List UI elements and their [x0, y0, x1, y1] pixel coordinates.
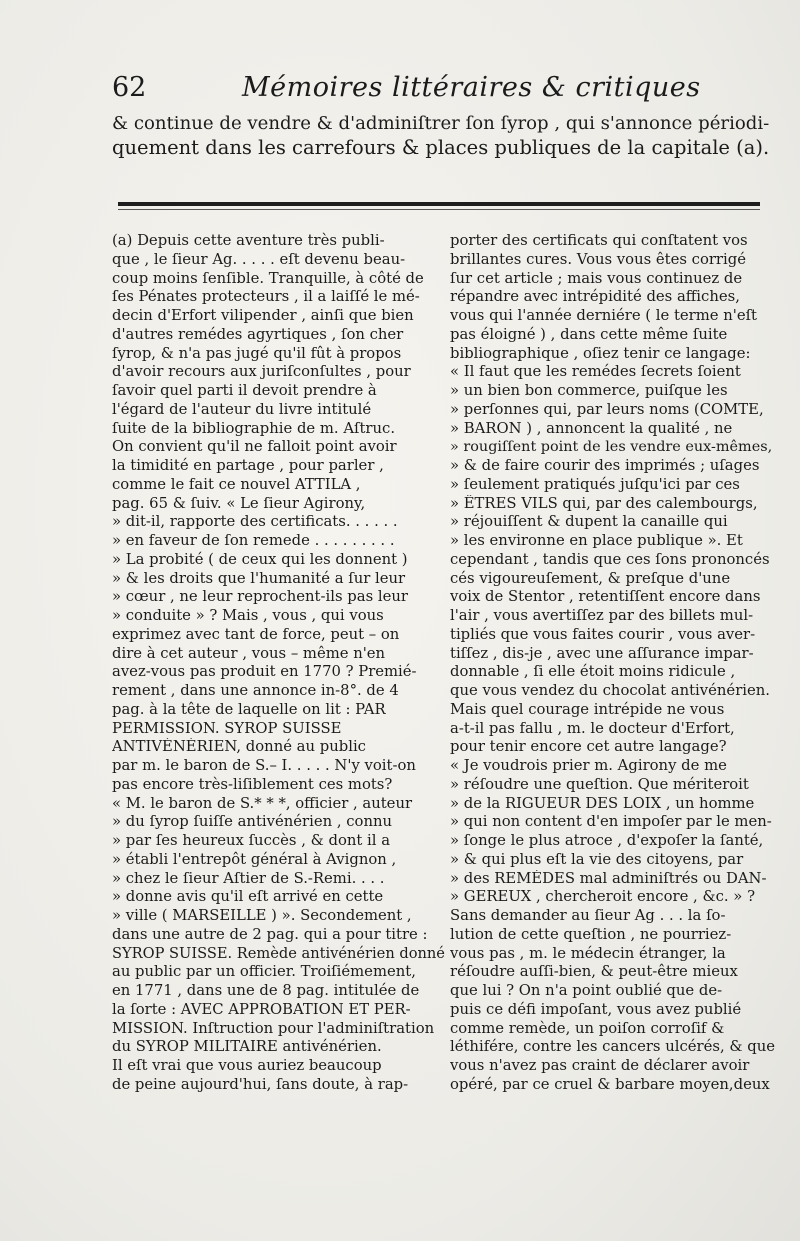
footnote-line: « M. le baron de S.* * *, officier , auteur: [112, 794, 413, 812]
footnote-line: au public par un officier. Troiſiémement,: [112, 963, 416, 981]
page-number: 62: [112, 72, 147, 103]
footnote-line: On convient qu'il ne falloit point avoir: [112, 438, 397, 456]
footnote-line: d'avoir recours aux juriſconſultes , pour: [112, 363, 411, 381]
footnote-line: (a) Depuis cette aventure très publi-: [112, 232, 385, 249]
footnote-right-column: [450, 232, 776, 1095]
footnote-line: Sans demander au ſieur Ag . . . la ſo-: [450, 907, 726, 924]
footnote-line: » des REMÈDES mal adminiſtrés ou DAN-: [450, 869, 767, 887]
footnote-line: pag. 65 & ſuiv. « Le ſieur Agirony,: [112, 494, 366, 512]
footnote-line: ſes Pénates protecteurs , il a laiſſé le mé-: [112, 288, 420, 306]
running-title: Mémoires littéraires & critiques: [242, 72, 701, 103]
footnote-line: » ville ( MARSEILLE ) ». Secondement ,: [112, 907, 412, 924]
footnote-line: dans une autre de 2 pag. qui a pour titre :: [112, 925, 428, 943]
footnote-line: » ÊTRES VILS qui, par des calembourgs,: [450, 494, 758, 512]
footnote-line: réſoudre auſſi-bien, & peut-être mieux: [450, 963, 738, 981]
footnote-line: ANTIVÉNÉRIEN, donné au public: [112, 738, 366, 756]
footnote-line: brillantes cures. Vous vous êtes corrigé: [450, 250, 746, 268]
page-header: [112, 72, 752, 112]
footnote-line: bibliographique , oſiez tenir ce langage:: [450, 344, 751, 362]
footnote-line: » La probité ( de ceux qui les donnent ): [112, 550, 408, 568]
footnote-line: SYROP SUISSE. Remède antivénérien donné: [112, 944, 445, 962]
footnote-line: » réſoudre une queſtion. Que mériteroit: [450, 775, 749, 793]
footnote-line: ſavoir quel parti il devoit prendre à: [112, 382, 377, 399]
footnote-line: léthifére, contre les cancers ulcérés, & que: [450, 1038, 775, 1056]
footnote-line: MISSION. Inſtruction pour l'adminiſtration: [112, 1019, 435, 1037]
footnote-line: comme le fait ce nouvel ATTILA ,: [112, 475, 361, 493]
footnote-line: pag. à la tête de laquelle on lit : PAR: [112, 700, 386, 718]
footnote-line: rement , dans une annonce in-8°. de 4: [112, 682, 399, 699]
footnote-line: en 1771 , dans une de 8 pag. intitulée de: [112, 982, 420, 999]
footnote-line: tipliés que vous faites courir , vous aver-: [450, 625, 756, 643]
footnote-line: » de la RIGUEUR DES LOIX , un homme: [450, 794, 755, 812]
footnote-line: l'égard de l'auteur du livre intitulé: [112, 400, 372, 418]
footnote-line: pour tenir encore cet autre langage?: [450, 738, 727, 756]
footnote-line: » par ſes heureux ſuccès , & dont il a: [112, 832, 391, 849]
footnote-line: Il eſt vrai que vous auriez beaucoup: [112, 1057, 382, 1074]
footnote-line: » établi l'entrepôt général à Avignon ,: [112, 850, 397, 868]
footnote-line: donnable , ſi elle étoit moins ridicule ,: [450, 663, 736, 681]
footnote-line: » BARON ) , annoncent la qualité , ne: [450, 419, 733, 437]
footnote-line: voix de Stentor , retentiſſent encore dans: [450, 588, 761, 606]
footnote-line: par m. le baron de S.– I. . . . . N'y voit-on: [112, 757, 416, 774]
footnote-line: opéré, par ce cruel & barbare moyen,deux: [450, 1075, 770, 1093]
footnote-line: avez-vous pas produit en 1770 ? Premié-: [112, 663, 417, 681]
footnote-line: » donne avis qu'il eſt arrivé en cette: [112, 888, 384, 906]
text-line: & continue de vendre & d'adminiſtrer ſon ſyrop , qui s'annonce périodi-: [112, 113, 770, 134]
footnote-line: » du ſyrop ſuiſſe antivénérien , connu: [112, 813, 393, 831]
footnote-line: dire à cet auteur , vous – même n'en: [112, 644, 386, 662]
footnote-line: répandre avec intrépidité des affiches,: [450, 288, 740, 306]
footnote-line: puis ce défi impoſant, vous avez publié: [450, 1000, 742, 1018]
footnote-rule-thin: [118, 209, 760, 210]
footnote-line: a-t-il pas fallu , m. le docteur d'Erfort,: [450, 719, 735, 737]
footnote-line: » cœur , ne leur reprochent-ils pas leur: [112, 588, 408, 606]
footnote-line: » & qui plus eſt la vie des citoyens, par: [450, 850, 744, 868]
footnote-line: Mais quel courage intrépide ne vous: [450, 700, 725, 718]
text-line: quement dans les carrefours & places publiques de la capitale (a).: [112, 136, 770, 159]
footnote-line: « Il faut que les remédes ſecrets ſoient: [450, 363, 741, 381]
footnote-line: pas encore très-liſiblement ces mots?: [112, 775, 393, 793]
footnote-line: cés vigoureuſement, & preſque d'une: [450, 569, 731, 587]
footnote-line: de peine aujourd'hui, ſans doute, à rap-: [112, 1075, 409, 1093]
footnote-left-column: [112, 232, 446, 1095]
footnote-line: l'air , vous avertiſſez par des billets mul-: [450, 607, 754, 624]
footnote-line: vous pas , m. le médecin étranger, la: [450, 944, 726, 962]
footnote-line: que vous vendez du chocolat antivénérien.: [450, 682, 770, 699]
footnote-line: » perſonnes qui, par leurs noms (COMTE,: [450, 400, 764, 418]
footnote-line: PERMISSION. SYROP SUISSE: [112, 719, 342, 737]
footnote-line: la ſorte : AVEC APPROBATION ET PER-: [112, 1000, 411, 1018]
footnote-line: » qui non content d'en impoſer par le men-: [450, 813, 772, 831]
footnote-line: que , le ſieur Ag. . . . . eſt devenu beau-: [112, 250, 406, 268]
footnote-rule: [118, 202, 760, 206]
footnote-line: la timidité en partage , pour parler ,: [112, 457, 384, 474]
footnote-line: lution de cette queſtion , ne pourriez-: [450, 925, 732, 943]
footnote-line: d'autres remédes agyrtiques , ſon cher: [112, 325, 404, 343]
footnote-line: » les environne en place publique ». Et: [450, 532, 743, 549]
footnote-line: » GEREUX , chercheroit encore , &c. » ?: [450, 888, 755, 906]
footnote-line: que lui ? On n'a point oublié que de-: [450, 982, 723, 999]
footnote-line: » un bien bon commerce, puiſque les: [450, 382, 728, 399]
footnote-line: » rougiſſent point de les vendre eux-mêmes,: [450, 439, 773, 456]
footnote-line: « Je voudrois prier m. Agirony de me: [450, 757, 727, 774]
footnote-line: porter des certificats qui conſtatent vos: [450, 232, 748, 249]
footnote-line: » dit-il, rapporte des certificats. . . . . .: [112, 513, 398, 531]
footnote-line: vous n'avez pas craint de déclarer avoir: [450, 1057, 750, 1074]
footnote-line: comme remède, un poiſon corroſif &: [450, 1019, 725, 1037]
footnote-line: » réjouiſſent & dupent la canaille qui: [450, 513, 728, 531]
footnote-line: decin d'Erfort vilipender , ainſi que bien: [112, 307, 414, 324]
footnote-line: » ſonge le plus atroce , d'expoſer la ſanté,: [450, 832, 764, 849]
footnote-line: tiſſez , dis-je , avec une aſſurance impar-: [450, 644, 754, 662]
footnote-line: » chez le ſieur Aſtier de S.-Remi. . . .: [112, 869, 385, 887]
footnote-line: » & de faire courir des imprimés ; uſages: [450, 457, 760, 474]
footnote-line: vous qui l'année derniére ( le terme n'eſt: [450, 307, 757, 324]
footnote-line: cependant , tandis que ces ſons prononcés: [450, 550, 770, 568]
footnote-line: » conduite » ? Mais , vous , qui vous: [112, 607, 384, 624]
footnote-line: ſuite de la bibliographie de m. Aſtruc.: [112, 419, 396, 437]
footnote-line: » & les droits que l'humanité a ſur leur: [112, 569, 406, 587]
footnote-line: ſur cet article ; mais vous continuez de: [450, 269, 743, 287]
footnote-line: » ſeulement pratiqués juſqu'ici par ces: [450, 475, 740, 493]
footnote-line: » en faveur de ſon remede . . . . . . . . .: [112, 532, 395, 549]
footnote-line: du SYROP MILITAIRE antivénérien.: [112, 1038, 382, 1056]
footnote-line: exprimez avec tant de force, peut – on: [112, 625, 400, 643]
footnote-line: coup moins ſenſible. Tranquille, à côté de: [112, 269, 424, 287]
footnote-line: pas éloigné ) , dans cette même ſuite: [450, 325, 728, 343]
continuation-paragraph: [112, 112, 774, 160]
footnote-line: ſyrop, & n'a pas jugé qu'il fût à propos: [112, 344, 402, 362]
